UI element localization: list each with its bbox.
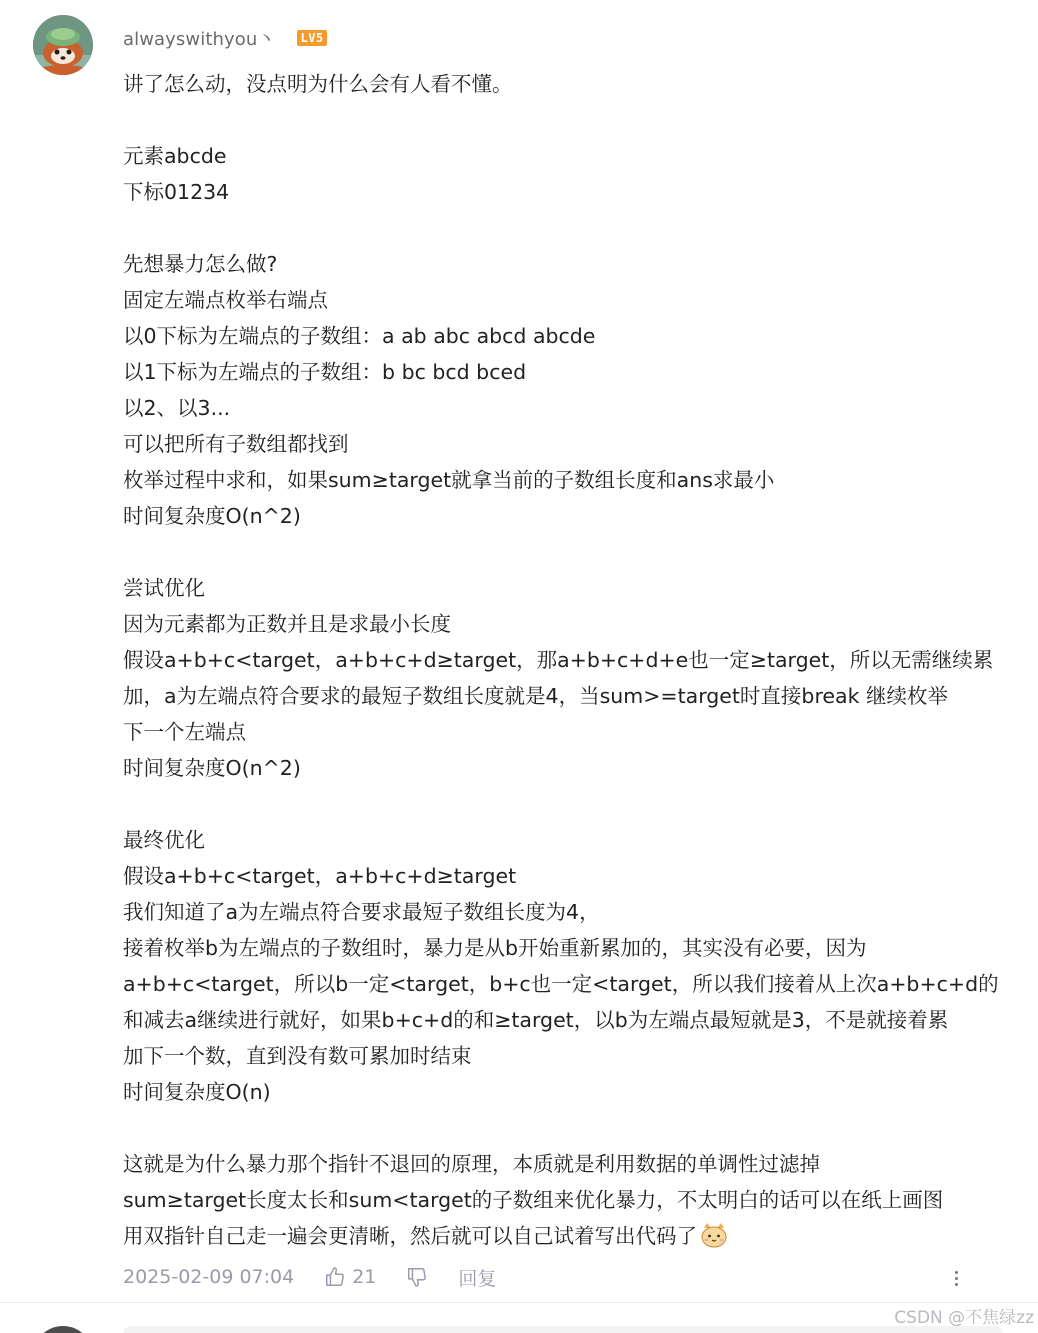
comment-line <box>123 1110 1013 1146</box>
comment-line <box>123 210 1013 246</box>
comment-line: 因为元素都为正数并且是求最小长度 <box>123 612 451 636</box>
comment-line: 我们知道了a为左端点符合要求最短子数组长度为4， <box>123 900 600 924</box>
thumbs-up-icon <box>324 1266 346 1288</box>
comment-line: 先想暴力怎么做? <box>123 252 278 276</box>
comment-line: 下标01234 <box>123 180 230 204</box>
comment-line: sum≥target长度太长和sum<target的子数组来优化暴力，不太明白的话可以在纸上画图 <box>123 1188 944 1212</box>
comment-line: 加，a为左端点符合要求的最短子数组长度就是4，当sum>=target时直接break 继续枚举 <box>123 684 948 708</box>
comment-line: 用双指针自己走一遍会更清晰，然后就可以自己试着写出代码了 <box>123 1218 1013 1254</box>
comment-line: 最终优化 <box>123 828 205 852</box>
comment-line: a+b+c<target，所以b一定<target，b+c也一定<target，所以我们接着从上次a+b+c+d的 <box>123 972 999 996</box>
comment-line <box>123 786 1013 822</box>
comment-line: 时间复杂度O(n^2) <box>123 756 301 780</box>
comment-body <box>123 66 1013 1254</box>
comment-line: 加下一个数，直到没有数可累加时结束 <box>123 1044 472 1068</box>
comment-line: 接着枚举b为左端点的子数组时，暴力是从b开始重新累加的，其实没有必要，因为 <box>123 936 867 960</box>
thumbs-down-icon <box>406 1266 428 1288</box>
comment-line: 下一个左端点 <box>123 720 246 744</box>
comment-line: 尝试优化 <box>123 576 205 600</box>
more-options-button[interactable] <box>946 1266 966 1290</box>
comment-line: 元素abcde <box>123 144 227 168</box>
level-badge: LV5 <box>297 30 326 46</box>
next-comment-avatar[interactable] <box>33 1326 93 1333</box>
like-count: 21 <box>352 1266 377 1288</box>
username[interactable]: alwayswithyou丶 <box>123 29 276 50</box>
comment-line: 这就是为什么暴力那个指针不退回的原理，本质就是利用数据的单调性过滤掉 <box>123 1152 820 1176</box>
csdn-watermark: CSDN @不焦绿zz <box>894 1308 1034 1328</box>
reply-button[interactable]: 回复 <box>458 1267 497 1290</box>
comment-line <box>123 102 1013 138</box>
comment-meta <box>123 1262 496 1292</box>
like-button[interactable] <box>324 1266 406 1288</box>
comment-line: 和减去a继续进行就好，如果b+c+d的和≥target，以b为左端点最短就是3，不是就接着累 <box>123 1008 949 1032</box>
dislike-button[interactable] <box>406 1266 428 1288</box>
user-avatar[interactable] <box>33 15 93 75</box>
more-dot <box>955 1283 958 1286</box>
comment-line: 以0下标为左端点的子数组：a ab abc abcd abcde <box>123 324 596 348</box>
username-row <box>123 26 327 50</box>
comment-line: 枚举过程中求和，如果sum≥target就拿当前的子数组长度和ans求最小 <box>123 468 775 492</box>
comment-line <box>123 534 1013 570</box>
comment-line: 固定左端点枚举右端点 <box>123 288 328 312</box>
comment-line: 讲了怎么动，没点明为什么会有人看不懂。 <box>123 72 513 96</box>
red-panda-avatar-image <box>33 15 93 75</box>
comment-timestamp: 2025-02-09 07:04 <box>123 1266 295 1288</box>
comment-line: 以2、以3... <box>123 396 231 420</box>
comment-divider <box>0 1302 1038 1303</box>
comment-line: 时间复杂度O(n) <box>123 1080 271 1104</box>
next-comment-box <box>123 1326 1003 1333</box>
comment-line: 可以把所有子数组都找到 <box>123 432 349 456</box>
more-dot <box>955 1277 958 1280</box>
comment-line: 假设a+b+c<target，a+b+c+d≥target <box>123 864 517 888</box>
comment-line: 时间复杂度O(n^2) <box>123 504 301 528</box>
more-dot <box>955 1271 958 1274</box>
cat-emoji-icon <box>699 1222 729 1248</box>
comment-line: 假设a+b+c<target，a+b+c+d≥target，那a+b+c+d+e也一定≥target，所以无需继续累 <box>123 648 994 672</box>
comment-line: 以1下标为左端点的子数组：b bc bcd bced <box>123 360 527 384</box>
